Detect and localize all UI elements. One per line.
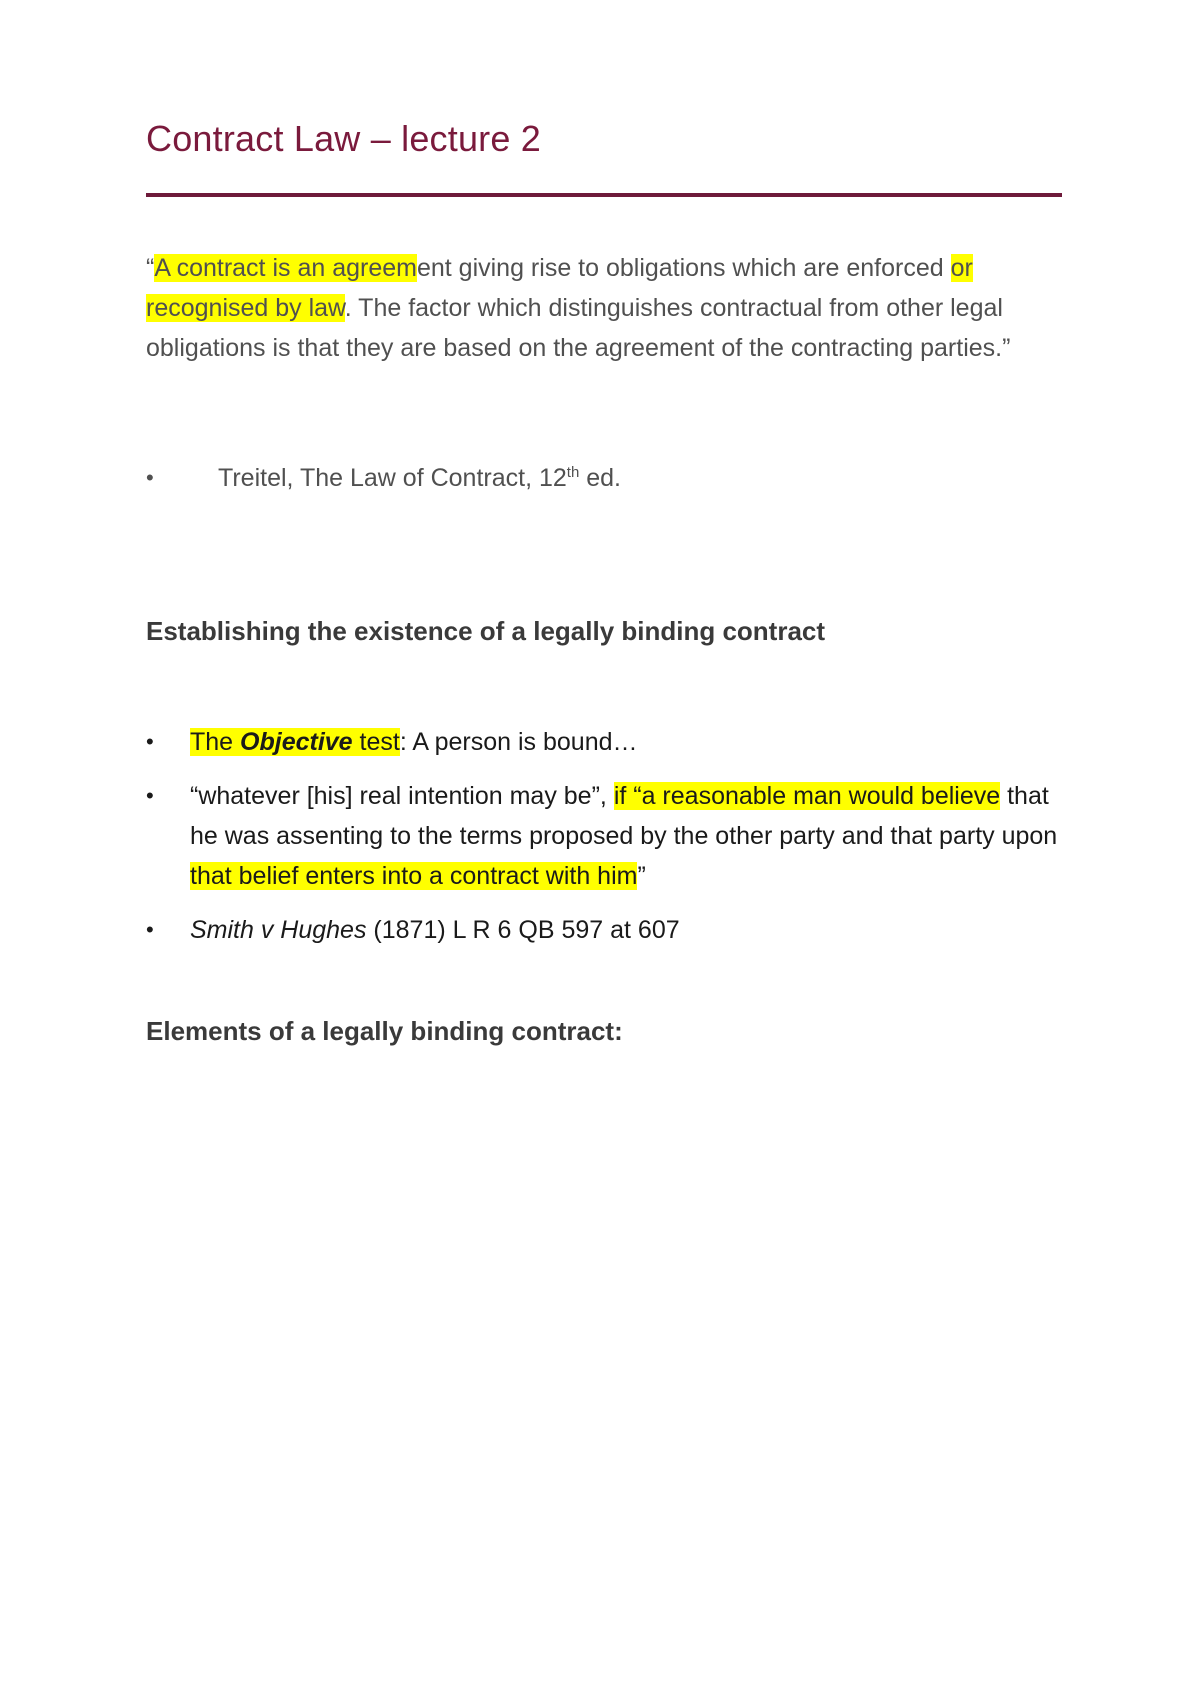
bullet-icon: •: [146, 729, 154, 754]
citation-superscript: th: [566, 464, 580, 481]
item2-text-2: that he was assenting to the terms proposed by the other party and that party upon: [190, 782, 1058, 850]
section-heading-elements: Elements of a legally binding contract:: [146, 1016, 623, 1046]
item2-text-3: ”: [637, 862, 646, 890]
quote-text-2: . The factor which distinguishes contractual from other legal obligations is that they are based on the agreement of the contracting parties.”: [146, 294, 1011, 362]
list-item: [146, 910, 1076, 950]
objective-emphasis: Objective: [240, 728, 353, 756]
quote-open-mark: “: [146, 254, 155, 282]
item1-highlight-test: test: [352, 728, 400, 756]
item2-text-1: “whatever [his] real intention may be”,: [190, 782, 614, 810]
citation-text-main: Treitel, The Law of Contract, 12: [218, 464, 567, 492]
definition-quote: [146, 248, 1076, 368]
quote-highlight-1: A contract is an agreem: [154, 254, 417, 282]
item1-highlight-objective: [240, 728, 353, 756]
item1-rest: : A person is bound…: [399, 728, 638, 756]
item2-highlight-2: that belief enters into a contract with him: [190, 862, 638, 890]
case-reference: (1871) L R 6 QB 597 at 607: [366, 916, 680, 944]
quote-text-1: ent giving rise to obligations which are enforced: [416, 254, 951, 282]
citation-text: [218, 458, 621, 498]
bullet-icon: •: [146, 917, 154, 942]
document-title: Contract Law – lecture 2: [146, 118, 541, 159]
bullet-icon: •: [146, 465, 154, 490]
title-divider: [146, 193, 1062, 197]
section-heading-establishing: Establishing the existence of a legally binding contract: [146, 616, 826, 646]
list-item: [146, 722, 1076, 762]
item1-highlight-the: The: [190, 728, 241, 756]
list-item: [146, 776, 1076, 896]
case-name: Smith v Hughes: [190, 916, 367, 944]
item2-highlight-1: if “a reasonable man would believe: [613, 782, 1001, 810]
quote-highlight-2: or recognised by law: [146, 254, 973, 322]
bullet-icon: •: [146, 783, 154, 808]
objective-test-list: [146, 722, 1076, 964]
citation-text-end: ed.: [579, 464, 621, 492]
